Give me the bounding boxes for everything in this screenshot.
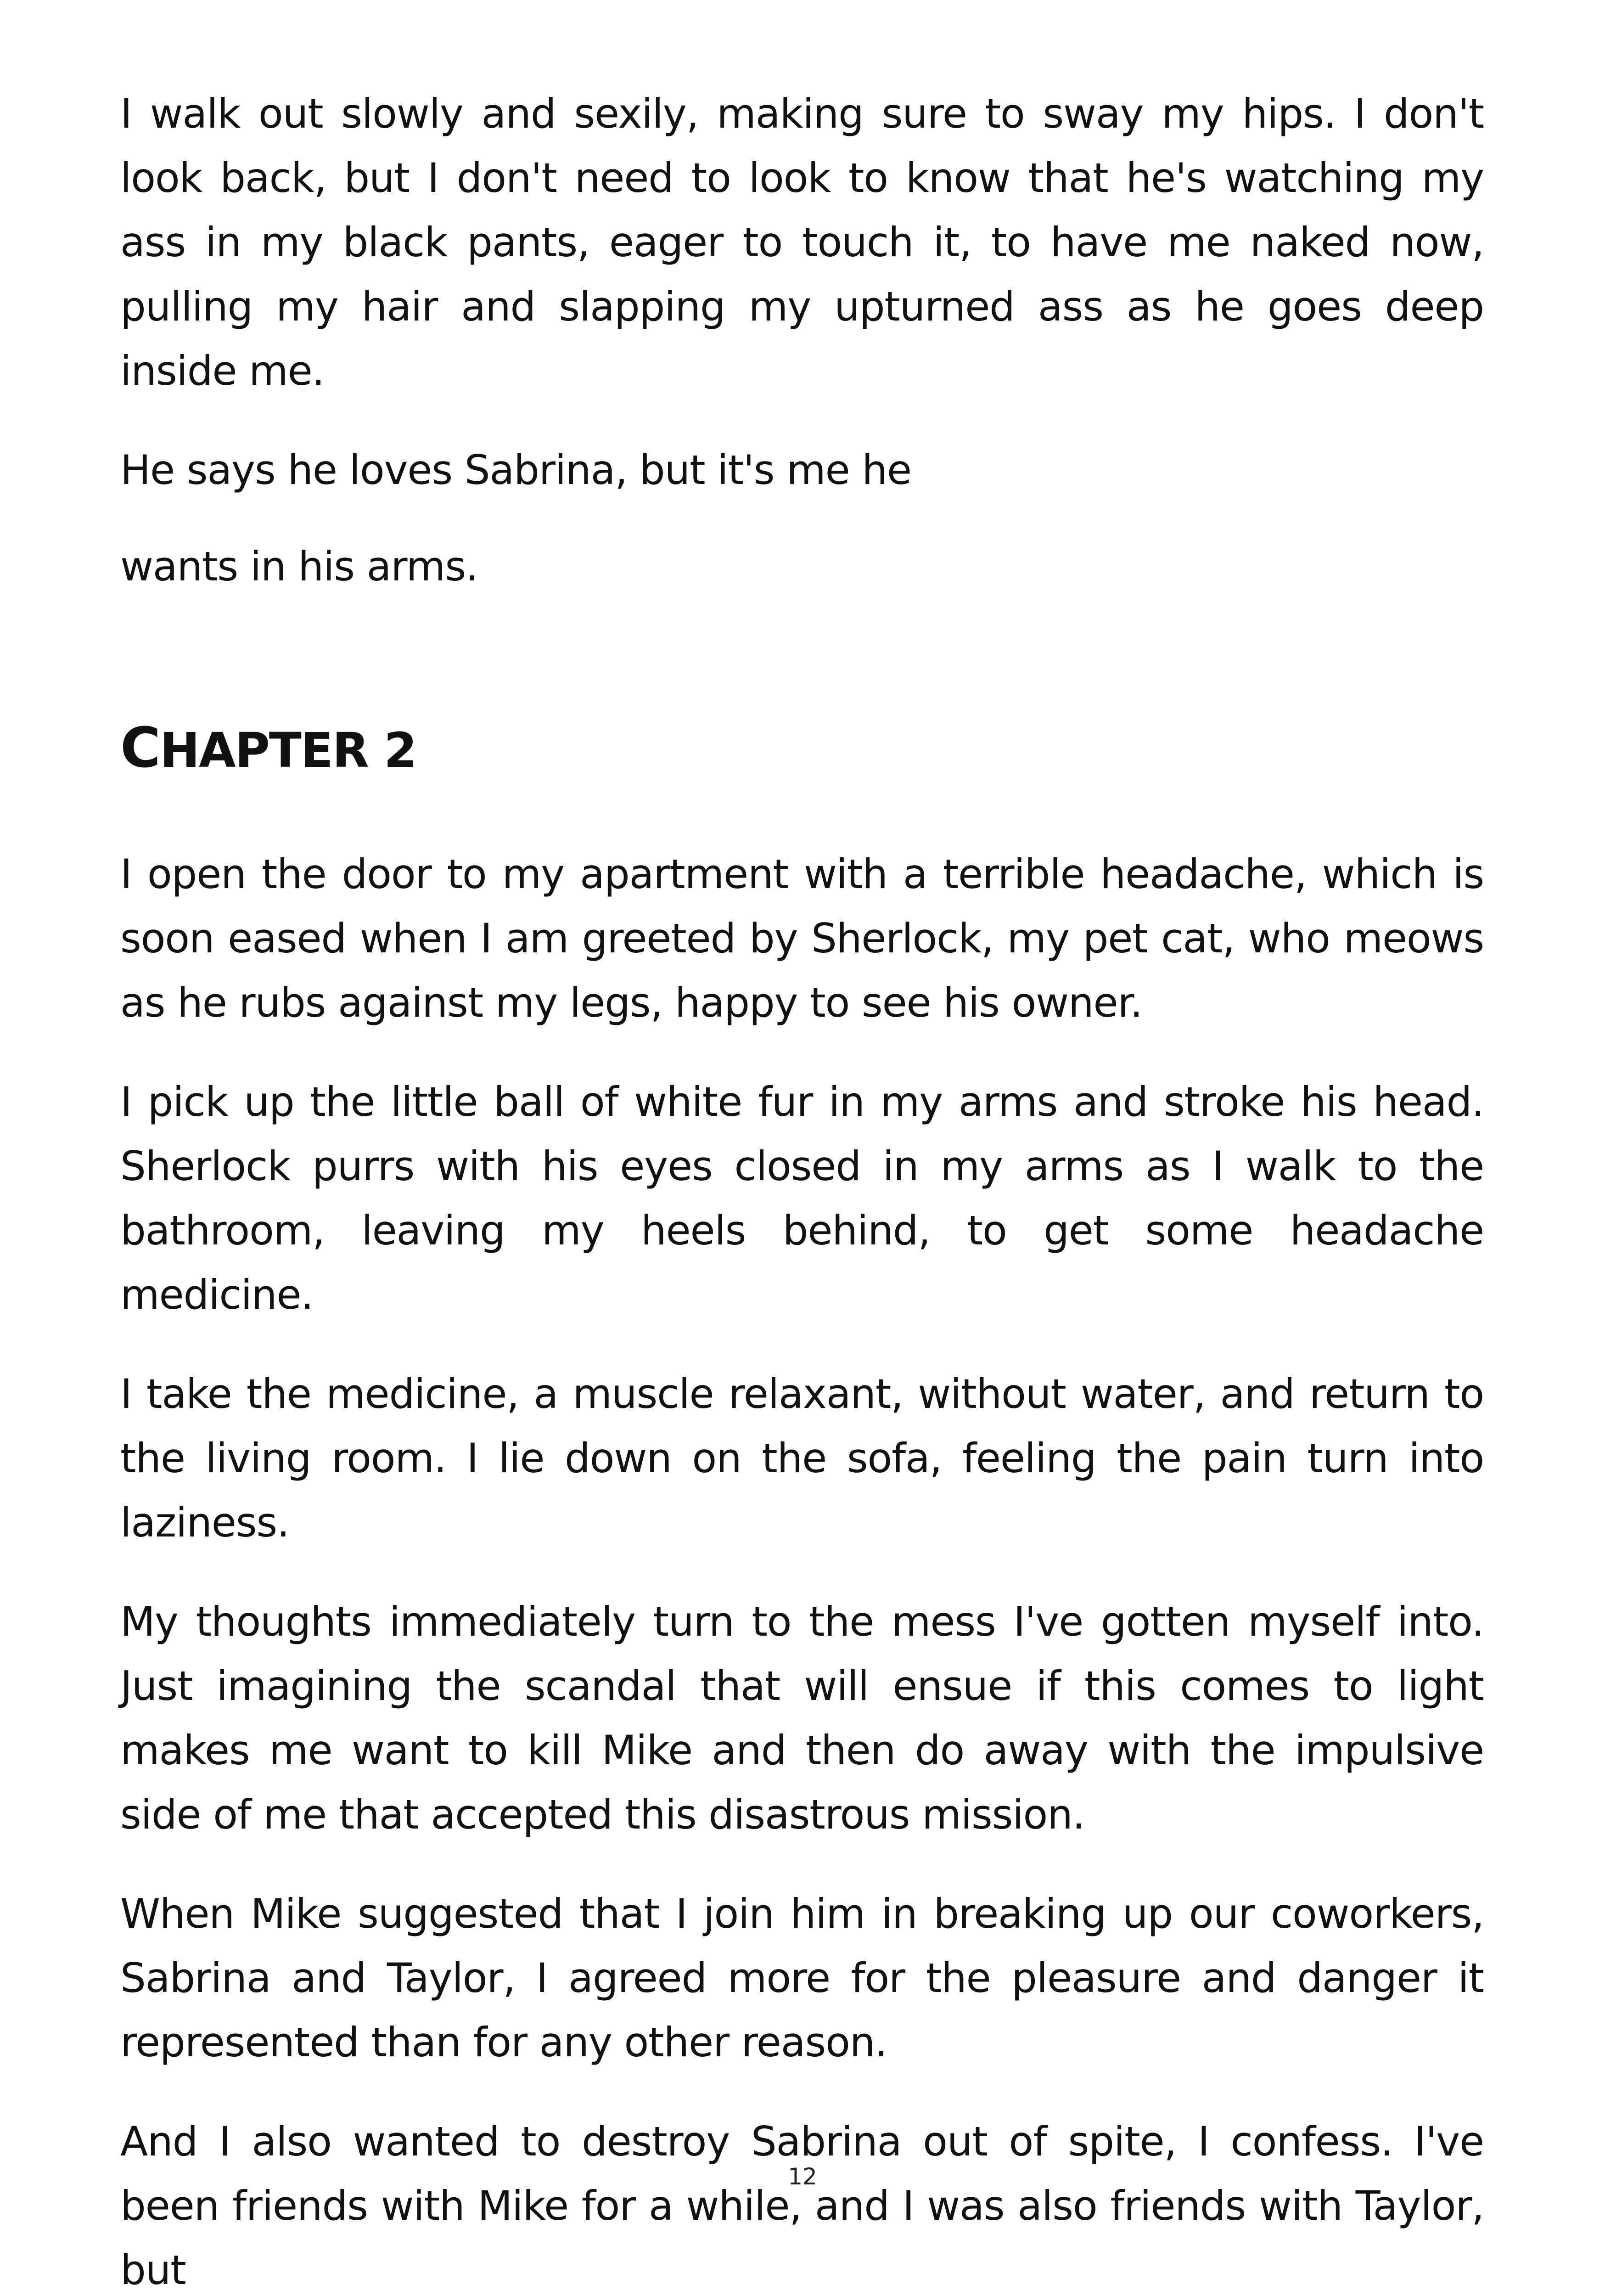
page-body (120, 82, 1484, 2296)
paragraph: He says he loves Sabrina, but it's me he (120, 446, 911, 494)
paragraph: When Mike suggested that I join him in breaking up our coworkers, Sabrina and Taylor, I agreed more for the pleasure and danger it represented than for any other reason. (120, 1890, 1484, 2066)
paragraph: My thoughts immediately turn to the mess I've gotten myself into. Just imagining the scandal that will ensue if this comes to light makes me want to kill Mike and then do away with the impulsive side of me that accepted this disastrous mission. (120, 1598, 1484, 1838)
section-spacer (120, 634, 1484, 716)
paragraph: I take the medicine, a muscle relaxant, without water, and return to the living room. I lie down on the sofa, feeling the pain turn into laziness. (120, 1370, 1484, 1546)
chapter-heading-rest: HAPTER 2 (160, 722, 416, 778)
paragraph: I pick up the little ball of white fur in my arms and stroke his head. Sherlock purrs with his eyes closed in my arms as I walk to the bathroom, leaving my heels behind, to get some headache medicine. (120, 1078, 1484, 1318)
paragraph: wants in his arms. (120, 543, 478, 590)
paragraph: I walk out slowly and sexily, making sure to sway my hips. I don't look back, but I don't need to look to know that he's watching my ass in my black pants, eager to touch it, to have me naked now, pulling my hair and slapping my upturned ass as he goes deep inside me. (120, 90, 1484, 394)
paragraph: And I also wanted to destroy Sabrina out of spite, I confess. I've been friends with Mike for a while, and I was also friends with Taylor, but (120, 2118, 1484, 2294)
chapter-heading-initial: C (120, 716, 160, 780)
chapter-heading (120, 716, 1484, 782)
paragraph: I open the door to my apartment with a terrible headache, which is soon eased when I am greeted by Sherlock, my pet cat, who meows as he rubs against my legs, happy to see his owner. (120, 850, 1484, 1026)
page-number: 12 (788, 2163, 817, 2190)
